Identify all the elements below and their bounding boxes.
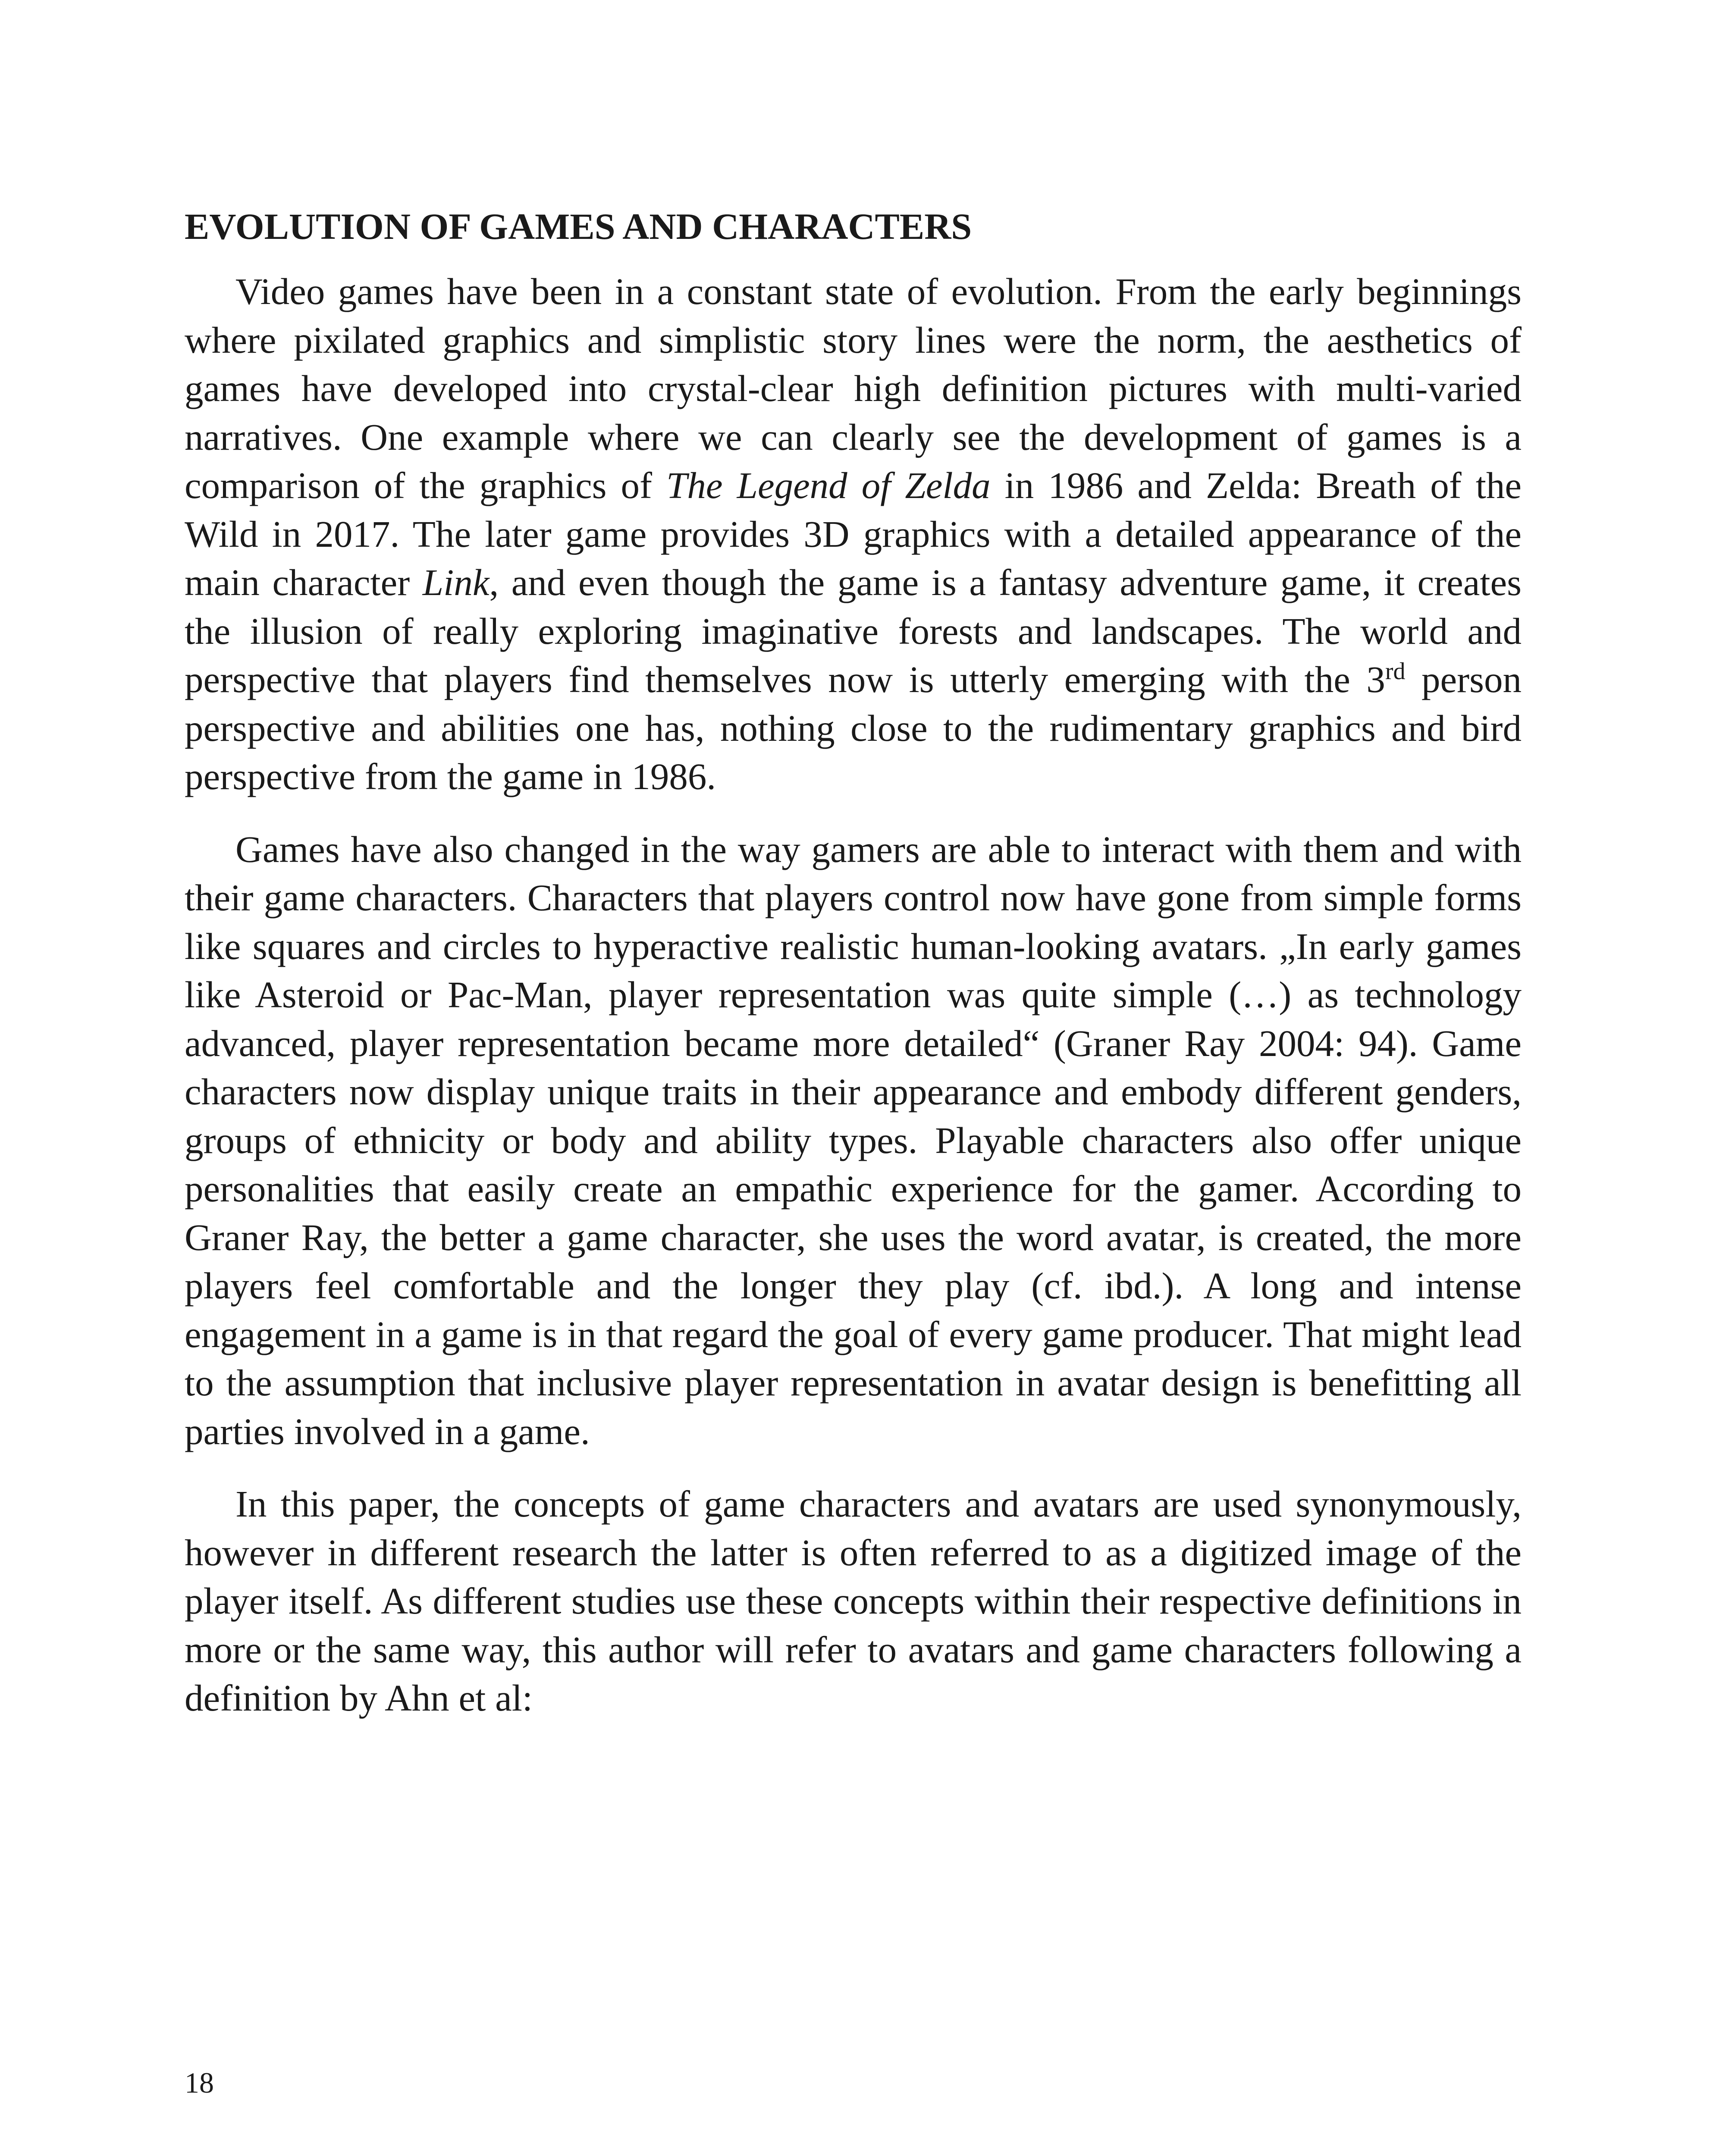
paragraph-2: Games have also changed in the way gamers are able to interact with them and with their game characters. Characters that players control now have gone from simple forms like squares and circles to hyperactive realistic human-looking avatars. „In early games like Asteroid or Pac-Man, player representation was quite simple (…) as technology advanced, player representation became more detailed“ (Graner Ray 2004: 94). Game characters now display unique traits in their appearance and embody different genders, groups of ethnicity or body and ability types. Playable characters also offer unique personalities that easily create an empathic experience for the gamer. According to Graner Ray, the better a game character, she uses the word avatar, is created, the more players feel comfortable and the longer they play (cf. ibd.). A long and intense engagement in a game is in that regard the goal of every game producer. That might lead to the assumption that inclusive player representation in avatar design is benefitting all parties involved in a game.: [185, 828, 1522, 1452]
page-body: [185, 203, 1522, 1747]
section-heading: EVOLUTION OF GAMES AND CHARACTERS: [185, 206, 972, 247]
paragraph-1-character-italic: Link: [422, 561, 489, 603]
paragraph-1-text-a: Video games have been in a constant state of evolution. From the early beginnings where pixilated graphics and simplistic story lines were the norm, the aesthetics of games have developed into crystal-clear high definition pictures with multi-varied narratives. One example where we can clearly see the development of games is a comparison of the graphics of: [185, 270, 1522, 506]
paragraph-1-text-e: , and even though the game is a fantasy adventure game, it creates the illusion of really exploring imaginative forests and landscapes. The world and perspective that players find themselves now is utterly emerging with the 3: [185, 561, 1522, 700]
paragraph-1: [185, 267, 1522, 801]
paragraph-1-text-g: person perspective and abilities one has, nothing close to the rudimentary graphics and bird perspective from the game in 1986.: [185, 658, 1522, 797]
paragraph-1-title-italic: The Legend of Zelda: [666, 464, 991, 506]
page-number: 18: [185, 2066, 214, 2099]
paragraph-3: In this paper, the concepts of game characters and avatars are used synonymously, however in different research the latter is often referred to as a digitized image of the player itself. As different studies use these concepts within their respective definitions in more or the same way, this author will refer to avatars and game characters following a definition by Ahn et al:: [185, 1483, 1522, 1719]
paragraph-1-ordinal-superscript: rd: [1385, 658, 1406, 685]
paragraph-1-text-c: in 1986 and Zelda: Breath of the Wild in 2017. The later game provides 3D graphics with a detailed appearance of the main character: [185, 464, 1522, 603]
